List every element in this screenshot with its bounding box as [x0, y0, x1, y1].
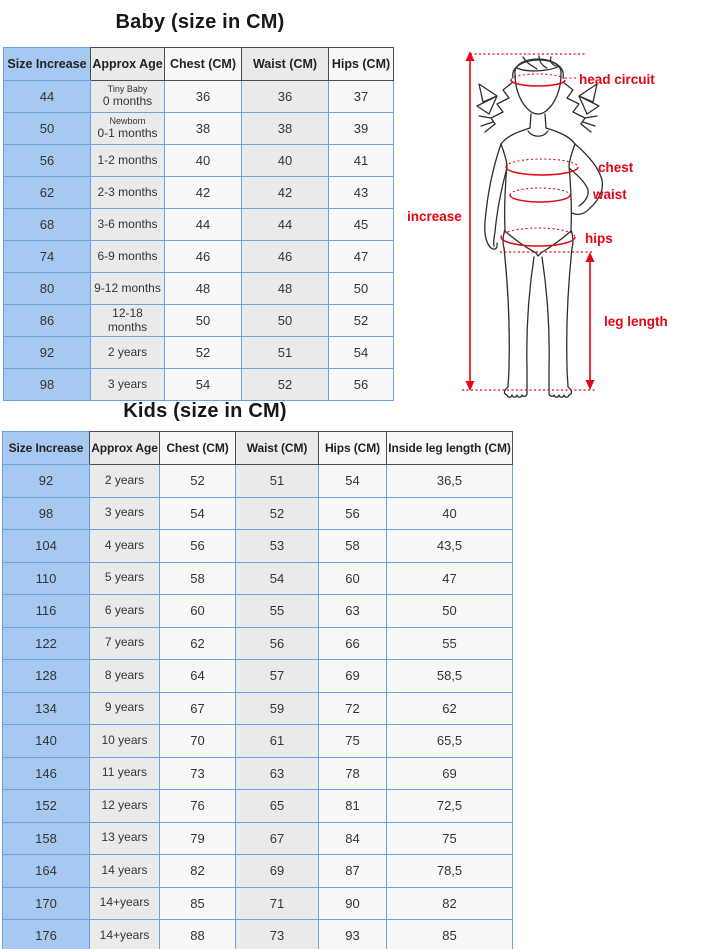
- column-header: Hips (CM): [329, 48, 394, 81]
- cell-chest: 60: [160, 595, 236, 628]
- cell-age: 10 years: [90, 725, 160, 758]
- cell-waist: 52: [242, 369, 329, 401]
- cell-chest: 50: [165, 305, 242, 337]
- cell-inside_leg: 47: [387, 562, 513, 595]
- table-row: [3, 595, 513, 628]
- cell-waist: 42: [242, 177, 329, 209]
- cell-waist: 40: [242, 145, 329, 177]
- cell-waist: 61: [236, 725, 319, 758]
- table-row: [4, 241, 394, 273]
- cell-age: 2-3 months: [91, 177, 165, 209]
- cell-age: 3 years: [91, 369, 165, 401]
- table-row: [3, 855, 513, 888]
- chest-label: chest: [598, 160, 634, 175]
- leg-length-label: leg length: [604, 314, 668, 329]
- cell-chest: 52: [165, 337, 242, 369]
- table-row: [4, 145, 394, 177]
- cell-age: Newborn 0-1 months: [91, 113, 165, 145]
- cell-hips: 39: [329, 113, 394, 145]
- cell-size: 152: [3, 790, 90, 823]
- table-row: [3, 920, 513, 949]
- column-header: Size Increase: [4, 48, 91, 81]
- cell-size: 146: [3, 757, 90, 790]
- age-note: Tiny Baby: [107, 84, 148, 95]
- column-header: Inside leg length (CM): [387, 432, 513, 465]
- cell-age: 9 years: [90, 692, 160, 725]
- table-row: [3, 887, 513, 920]
- kids-table: [2, 431, 513, 949]
- header-row: [3, 432, 513, 465]
- table-row: [3, 757, 513, 790]
- cell-age: 11 years: [90, 757, 160, 790]
- cell-size: 80: [4, 273, 91, 305]
- cell-size: 104: [3, 530, 90, 563]
- table-row: [4, 113, 394, 145]
- cell-inside_leg: 69: [387, 757, 513, 790]
- cell-inside_leg: 58,5: [387, 660, 513, 693]
- cell-size: 50: [4, 113, 91, 145]
- column-header: Approx Age: [91, 48, 165, 81]
- cell-age: 14 years: [90, 855, 160, 888]
- cell-chest: 46: [165, 241, 242, 273]
- cell-inside_leg: 82: [387, 887, 513, 920]
- cell-size: 62: [4, 177, 91, 209]
- cell-age: 6-9 months: [91, 241, 165, 273]
- cell-size: 128: [3, 660, 90, 693]
- cell-age: 14+years: [90, 920, 160, 949]
- cell-chest: 79: [160, 822, 236, 855]
- cell-chest: 73: [160, 757, 236, 790]
- cell-hips: 87: [319, 855, 387, 888]
- cell-size: 56: [4, 145, 91, 177]
- table-row: [3, 790, 513, 823]
- cell-chest: 38: [165, 113, 242, 145]
- cell-hips: 63: [319, 595, 387, 628]
- cell-waist: 55: [236, 595, 319, 628]
- cell-age: 4 years: [90, 530, 160, 563]
- cell-waist: 67: [236, 822, 319, 855]
- cell-inside_leg: 55: [387, 627, 513, 660]
- cell-chest: 85: [160, 887, 236, 920]
- cell-inside_leg: 72,5: [387, 790, 513, 823]
- cell-inside_leg: 62: [387, 692, 513, 725]
- header-row: [4, 48, 394, 81]
- cell-hips: 54: [319, 465, 387, 498]
- cell-age: Tiny Baby 0 months: [91, 81, 165, 113]
- baby-section-title: Baby (size in CM): [115, 11, 285, 33]
- cell-size: 86: [4, 305, 91, 337]
- cell-hips: 72: [319, 692, 387, 725]
- cell-hips: 66: [319, 627, 387, 660]
- cell-inside_leg: 78,5: [387, 855, 513, 888]
- cell-age: 12-18 months: [91, 305, 165, 337]
- waist-label: waist: [593, 187, 627, 202]
- table-row: [3, 692, 513, 725]
- cell-chest: 76: [160, 790, 236, 823]
- cell-hips: 90: [319, 887, 387, 920]
- table-row: [4, 305, 394, 337]
- head-ellipse: [511, 80, 565, 86]
- cell-waist: 59: [236, 692, 319, 725]
- cell-size: 92: [4, 337, 91, 369]
- cell-size: 170: [3, 887, 90, 920]
- waist-ellipse: [510, 195, 570, 202]
- girl-drawing: [477, 56, 602, 397]
- cell-hips: 58: [319, 530, 387, 563]
- cell-size: 68: [4, 209, 91, 241]
- cell-waist: 63: [236, 757, 319, 790]
- table-row: [3, 465, 513, 498]
- cell-size: 122: [3, 627, 90, 660]
- cell-chest: 42: [165, 177, 242, 209]
- cell-size: 140: [3, 725, 90, 758]
- column-header: Hips (CM): [319, 432, 387, 465]
- cell-inside_leg: 50: [387, 595, 513, 628]
- cell-hips: 60: [319, 562, 387, 595]
- cell-size: 176: [3, 920, 90, 949]
- cell-waist: 71: [236, 887, 319, 920]
- cell-hips: 54: [329, 337, 394, 369]
- table-row: [3, 530, 513, 563]
- table-row: [3, 725, 513, 758]
- cell-inside_leg: 75: [387, 822, 513, 855]
- column-header: Chest (CM): [160, 432, 236, 465]
- cell-waist: 52: [236, 497, 319, 530]
- arrowhead-up-icon: [586, 252, 595, 262]
- cell-age: 5 years: [90, 562, 160, 595]
- hips-ellipse-dotted: [501, 228, 575, 237]
- cell-hips: 56: [319, 497, 387, 530]
- table-row: [3, 562, 513, 595]
- cell-inside_leg: 43,5: [387, 530, 513, 563]
- cell-hips: 56: [329, 369, 394, 401]
- column-header: Waist (CM): [236, 432, 319, 465]
- cell-hips: 47: [329, 241, 394, 273]
- cell-waist: 56: [236, 627, 319, 660]
- hips-label: hips: [585, 231, 613, 246]
- column-header: Size Increase: [3, 432, 90, 465]
- cell-waist: 44: [242, 209, 329, 241]
- table-row: [4, 273, 394, 305]
- cell-chest: 88: [160, 920, 236, 949]
- cell-hips: 50: [329, 273, 394, 305]
- cell-size: 44: [4, 81, 91, 113]
- cell-size: 164: [3, 855, 90, 888]
- cell-inside_leg: 36,5: [387, 465, 513, 498]
- cell-hips: 45: [329, 209, 394, 241]
- cell-hips: 78: [319, 757, 387, 790]
- cell-size: 134: [3, 692, 90, 725]
- cell-size: 158: [3, 822, 90, 855]
- cell-chest: 56: [160, 530, 236, 563]
- cell-size: 74: [4, 241, 91, 273]
- cell-hips: 84: [319, 822, 387, 855]
- cell-chest: 58: [160, 562, 236, 595]
- cell-inside_leg: 85: [387, 920, 513, 949]
- arrowhead-down-icon: [586, 380, 595, 390]
- measurement-annotations: [462, 51, 597, 391]
- cell-age: 3-6 months: [91, 209, 165, 241]
- cell-inside_leg: 40: [387, 497, 513, 530]
- baby-table: [3, 47, 394, 401]
- cell-age: 3 years: [90, 497, 160, 530]
- cell-age: 9-12 months: [91, 273, 165, 305]
- cell-waist: 73: [236, 920, 319, 949]
- column-header: Approx Age: [90, 432, 160, 465]
- cell-waist: 57: [236, 660, 319, 693]
- cell-waist: 53: [236, 530, 319, 563]
- cell-chest: 36: [165, 81, 242, 113]
- cell-size: 92: [3, 465, 90, 498]
- table-row: [3, 822, 513, 855]
- cell-hips: 75: [319, 725, 387, 758]
- cell-waist: 46: [242, 241, 329, 273]
- waist-ellipse-dotted: [510, 188, 570, 195]
- cell-age: 12 years: [90, 790, 160, 823]
- cell-waist: 36: [242, 81, 329, 113]
- table-row: [4, 209, 394, 241]
- cell-hips: 69: [319, 660, 387, 693]
- column-header: Chest (CM): [165, 48, 242, 81]
- cell-hips: 37: [329, 81, 394, 113]
- cell-waist: 51: [236, 465, 319, 498]
- cell-age: 7 years: [90, 627, 160, 660]
- cell-age: 14+years: [90, 887, 160, 920]
- column-header: Waist (CM): [242, 48, 329, 81]
- table-row: [4, 337, 394, 369]
- hips-ellipse: [501, 237, 575, 246]
- table-row: [4, 369, 394, 401]
- cell-chest: 82: [160, 855, 236, 888]
- kids-section-title: Kids (size in CM): [123, 400, 287, 422]
- cell-chest: 67: [160, 692, 236, 725]
- cell-chest: 62: [160, 627, 236, 660]
- cell-hips: 52: [329, 305, 394, 337]
- cell-size: 116: [3, 595, 90, 628]
- increase-label: increase: [407, 209, 462, 224]
- table-row: [4, 81, 394, 113]
- cell-hips: 43: [329, 177, 394, 209]
- table-row: [3, 497, 513, 530]
- table-row: [4, 177, 394, 209]
- cell-size: 98: [4, 369, 91, 401]
- cell-chest: 48: [165, 273, 242, 305]
- age-note: Newborn: [109, 116, 146, 127]
- cell-waist: 51: [242, 337, 329, 369]
- cell-chest: 70: [160, 725, 236, 758]
- cell-age: 2 years: [90, 465, 160, 498]
- cell-chest: 40: [165, 145, 242, 177]
- cell-chest: 54: [160, 497, 236, 530]
- cell-waist: 69: [236, 855, 319, 888]
- cell-chest: 54: [165, 369, 242, 401]
- cell-size: 110: [3, 562, 90, 595]
- cell-hips: 41: [329, 145, 394, 177]
- cell-hips: 81: [319, 790, 387, 823]
- cell-age: 2 years: [91, 337, 165, 369]
- cell-waist: 50: [242, 305, 329, 337]
- table-row: [3, 627, 513, 660]
- cell-waist: 38: [242, 113, 329, 145]
- head-ellipse-dotted: [511, 74, 565, 80]
- cell-age: 8 years: [90, 660, 160, 693]
- cell-chest: 52: [160, 465, 236, 498]
- cell-age: 6 years: [90, 595, 160, 628]
- cell-chest: 44: [165, 209, 242, 241]
- cell-age: 1-2 months: [91, 145, 165, 177]
- chest-ellipse-dotted: [506, 159, 578, 167]
- cell-hips: 93: [319, 920, 387, 949]
- cell-chest: 64: [160, 660, 236, 693]
- cell-size: 98: [3, 497, 90, 530]
- table-row: [3, 660, 513, 693]
- cell-waist: 65: [236, 790, 319, 823]
- head-circuit-label: head circuit: [579, 72, 655, 87]
- measurement-figure: [405, 38, 717, 400]
- cell-inside_leg: 65,5: [387, 725, 513, 758]
- chest-ellipse: [506, 167, 578, 175]
- cell-waist: 54: [236, 562, 319, 595]
- cell-age: 13 years: [90, 822, 160, 855]
- cell-waist: 48: [242, 273, 329, 305]
- arrowhead-up-icon: [466, 51, 475, 61]
